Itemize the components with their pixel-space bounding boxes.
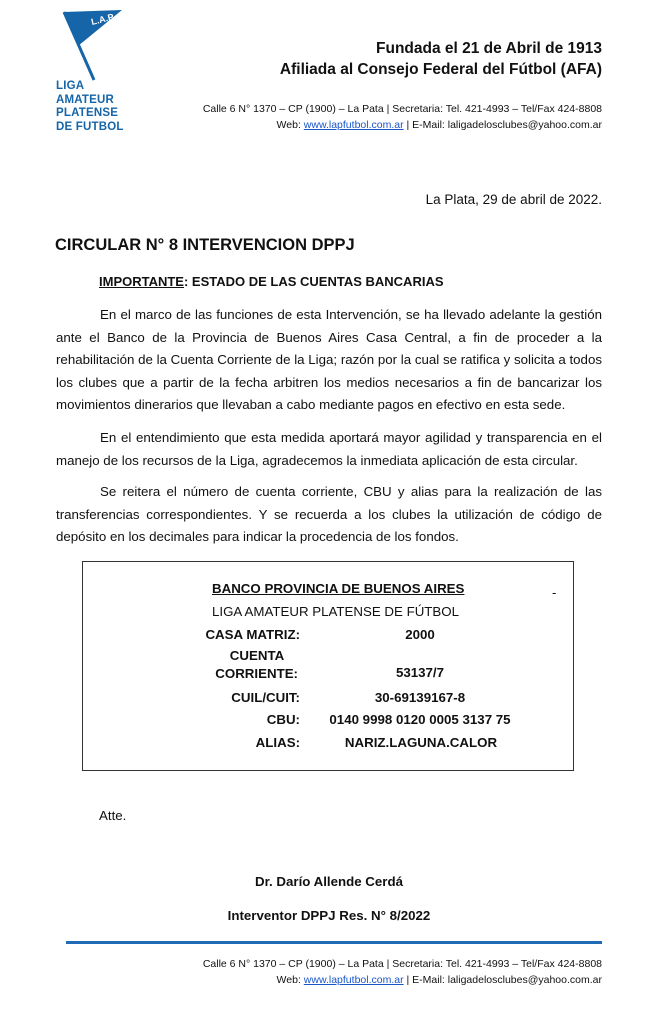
cbu-label: CBU: bbox=[266, 712, 300, 727]
box-dash: - bbox=[552, 585, 557, 600]
cuil-cuit-label: CUIL/CUIT: bbox=[231, 690, 300, 705]
cuenta-label-line1: CUENTA bbox=[229, 648, 285, 663]
footer-email-text: | E-Mail: laligadelosclubes@yahoo.com.ar bbox=[406, 974, 602, 986]
cbu-value: 0140 9998 0120 0005 3137 75 bbox=[329, 712, 511, 727]
signatory-name: Dr. Darío Allende Cerdá bbox=[254, 874, 404, 889]
circular-subtitle bbox=[99, 274, 444, 289]
important-label: IMPORTANTE bbox=[99, 274, 184, 289]
logo-line: AMATEUR bbox=[56, 93, 115, 106]
cuil-cuit-value: 30-69139167-8 bbox=[374, 690, 466, 705]
logo-line: DE FUTBOL bbox=[56, 120, 124, 133]
logo-line: PLATENSE bbox=[56, 107, 119, 119]
header-web-line bbox=[277, 119, 602, 131]
cuenta-corriente-value: 53137/7 bbox=[395, 665, 445, 680]
logo-flag-text: L.A.P. bbox=[90, 11, 117, 27]
paragraph-2: En el entendimiento que esta medida aportará mayor agilidad y transparencia en el manejo de los recursos de la Liga, agradecemos la inmediata aplicación de esta circular. bbox=[56, 430, 602, 468]
closing-greeting: Atte. bbox=[99, 808, 127, 823]
header-address: Calle 6 N° 1370 – CP (1900) – La Pata | Secretaria: Tel. 421-4993 – Tel/Fax 424-8808 bbox=[202, 103, 602, 115]
paragraph-3: Se reitera el número de cuenta corriente, CBU y alias para la realización de las transferencias correspondientes. Y se recuerda a los clubes la utilización de código de depósito en los decimales para indicar la procedencia de los fondos. bbox=[56, 484, 602, 545]
footer-divider bbox=[66, 941, 602, 944]
signatory-role: Interventor DPPJ Res. N° 8/2022 bbox=[227, 908, 431, 923]
footer-website-link[interactable]: www.lapfutbol.com.ar bbox=[303, 974, 404, 986]
casa-matriz-label: CASA MATRIZ: bbox=[205, 627, 300, 642]
affiliation-line: Afiliada al Consejo Federal del Fútbol (AFA) bbox=[279, 61, 602, 78]
email-text: | E-Mail: laligadelosclubes@yahoo.com.ar bbox=[406, 119, 602, 131]
logo-wordmark bbox=[56, 80, 124, 134]
subtitle-text: : ESTADO DE LAS CUENTAS BANCARIAS bbox=[183, 274, 444, 289]
account-holder: LIGA AMATEUR PLATENSE DE FÚTBOL bbox=[212, 604, 460, 619]
cuenta-label-line2: CORRIENTE: bbox=[215, 666, 298, 681]
circular-title: CIRCULAR N° 8 INTERVENCION DPPJ bbox=[55, 236, 355, 254]
alias-value: NARIZ.LAGUNA.CALOR bbox=[344, 735, 498, 750]
casa-matriz-value: 2000 bbox=[405, 627, 435, 642]
paragraph-1: En el marco de las funciones de esta Intervención, se ha llevado adelante la gestión ante el Banco de la Provincia de Buenos Aires Casa Central, a fin de proceder a la rehabilitación de la Cuenta Corriente de la Liga; razón por la cual se ratifica y solicita a todos los clubes que a partir de la fecha arbitren los medios necesarios a fin de bancarizar los movimientos dinerarios que llevaban a cabo mediante pagos en efectivo en esta sede. bbox=[56, 307, 602, 413]
letter-date: La Plata, 29 de abril de 2022. bbox=[425, 192, 602, 207]
footer-web-line bbox=[277, 974, 602, 986]
footer-address: Calle 6 N° 1370 – CP (1900) – La Pata | Secretaria: Tel. 421-4993 – Tel/Fax 424-8808 bbox=[202, 958, 602, 970]
cuenta-corriente-label bbox=[180, 647, 298, 683]
footer-web-label: Web: bbox=[276, 974, 301, 986]
bank-name: BANCO PROVINCIA DE BUENOS AIRES bbox=[212, 581, 465, 596]
web-label: Web: bbox=[276, 119, 301, 131]
alias-label: ALIAS: bbox=[255, 735, 300, 750]
founded-line: Fundada el 21 de Abril de 1913 bbox=[376, 40, 602, 57]
website-link[interactable]: www.lapfutbol.com.ar bbox=[303, 119, 404, 131]
logo-line: LIGA bbox=[56, 80, 85, 92]
